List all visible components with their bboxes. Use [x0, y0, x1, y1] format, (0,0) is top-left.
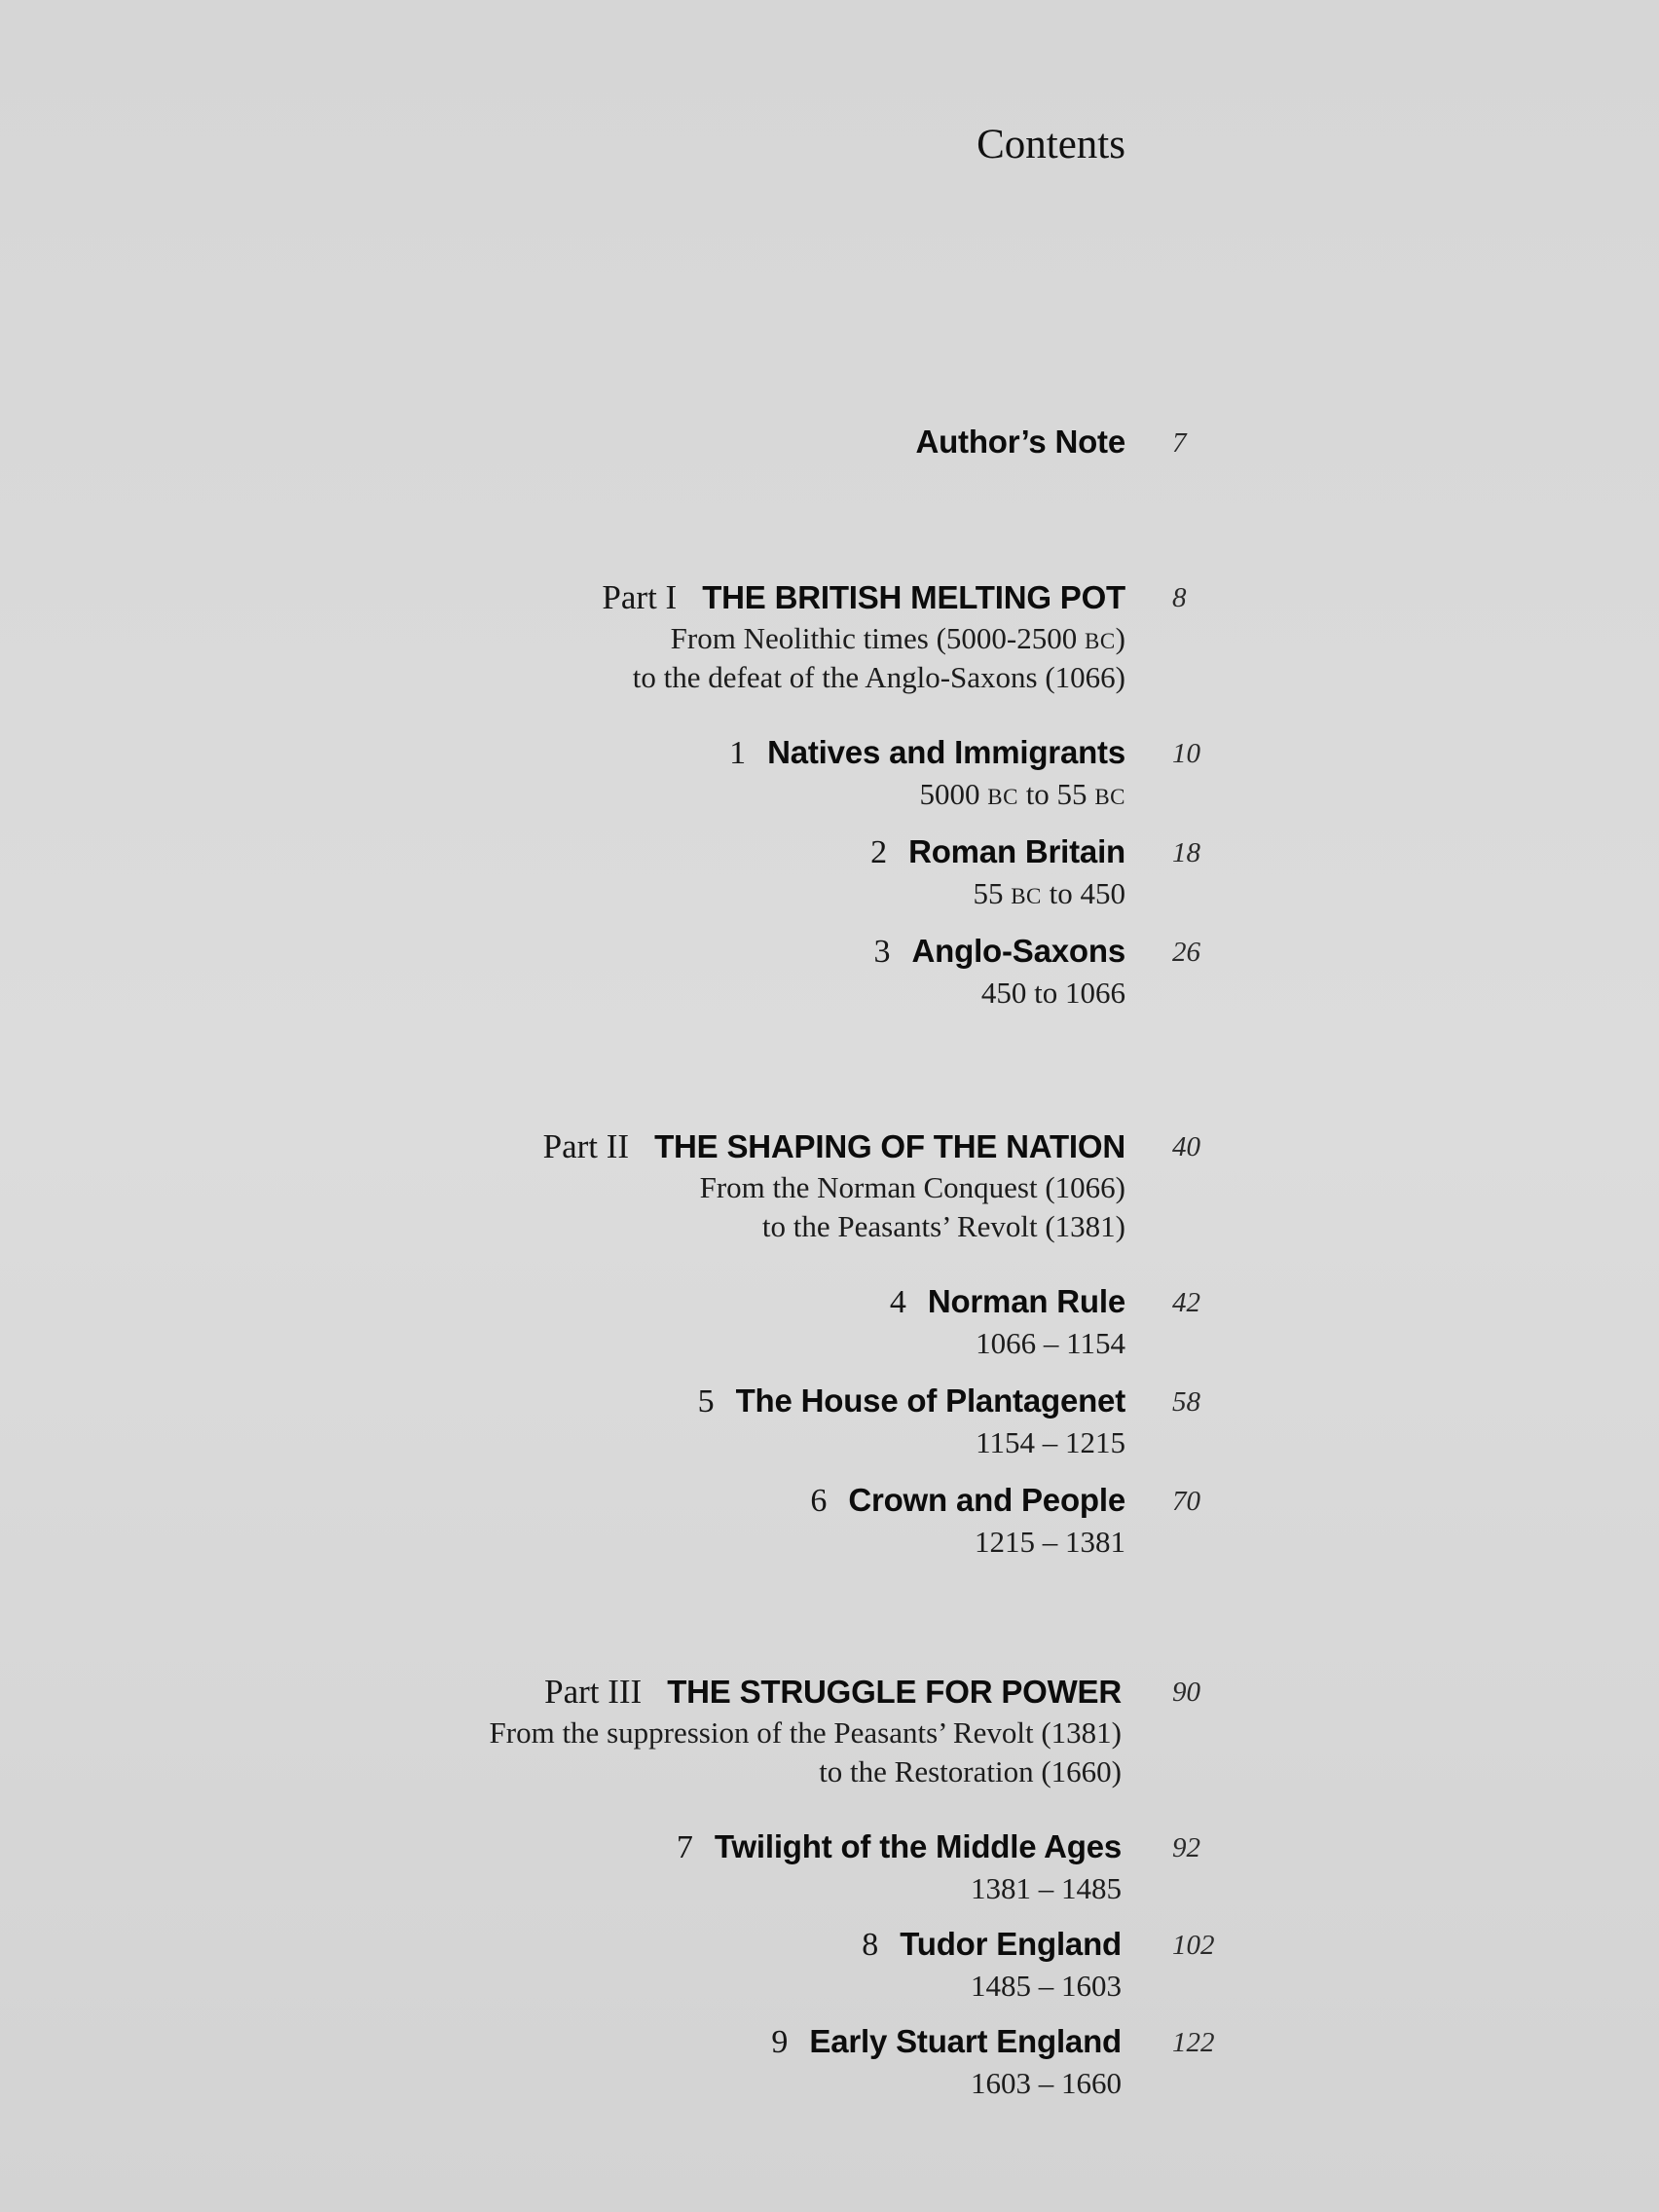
- chapter-6-page: 70: [1172, 1486, 1200, 1517]
- chapter-7-page: 92: [1172, 1832, 1200, 1863]
- chapter-1-page: 10: [1172, 738, 1200, 769]
- chapter-1-number: 1: [729, 735, 747, 771]
- chapter-8-page: 102: [1172, 1930, 1215, 1961]
- toc-entry-chapter-6[interactable]: [0, 1484, 1659, 1542]
- part-3-label: Part III: [544, 1673, 643, 1711]
- chapter-2-number: 2: [870, 834, 888, 870]
- chapter-4-dates: 1066 – 1154: [976, 1326, 1125, 1360]
- authors-note-page: 7: [1172, 427, 1187, 459]
- chapter-6-title: Crown and People: [848, 1482, 1125, 1518]
- toc-entry-chapter-4[interactable]: [0, 1285, 1659, 1344]
- chapter-5-dates: 1154 – 1215: [976, 1425, 1125, 1459]
- chapter-2-page: 18: [1172, 837, 1200, 868]
- authors-note-title: Author’s Note: [915, 424, 1125, 460]
- part-2-label: Part II: [542, 1127, 630, 1165]
- chapter-1-dates: 5000 BC to 55 BC: [919, 777, 1125, 811]
- chapter-5-title: The House of Plantagenet: [735, 1382, 1125, 1419]
- chapter-6-number: 6: [810, 1483, 828, 1519]
- part-1-subtitle-line-1: From Neolithic times (5000-2500 BC): [670, 621, 1125, 655]
- toc-entry-chapter-3[interactable]: [0, 935, 1659, 993]
- chapter-9-dates: 1603 – 1660: [971, 2066, 1122, 2100]
- chapter-8-number: 8: [862, 1927, 879, 1963]
- part-1-page: 8: [1172, 582, 1187, 613]
- chapter-7-title: Twilight of the Middle Ages: [714, 1828, 1122, 1864]
- chapter-5-page: 58: [1172, 1386, 1200, 1418]
- chapter-4-title: Norman Rule: [927, 1283, 1125, 1319]
- toc-entry-chapter-8[interactable]: [0, 1928, 1659, 1986]
- part-1-title: THE BRITISH MELTING POT: [702, 579, 1125, 615]
- chapter-7-number: 7: [676, 1829, 693, 1865]
- toc-entry-chapter-7[interactable]: [0, 1830, 1659, 1889]
- toc-entry-authors-note[interactable]: [0, 425, 1659, 484]
- part-3-subtitle-line-2: to the Restoration (1660): [819, 1754, 1122, 1788]
- part-2-subtitle-line-1: From the Norman Conquest (1066): [699, 1170, 1125, 1204]
- chapter-9-number: 9: [771, 2024, 789, 2060]
- chapter-7-dates: 1381 – 1485: [971, 1871, 1122, 1905]
- chapter-4-number: 4: [889, 1284, 906, 1320]
- chapter-9-title: Early Stuart England: [809, 2023, 1122, 2059]
- chapter-3-page: 26: [1172, 937, 1200, 968]
- chapter-3-dates: 450 to 1066: [980, 976, 1125, 1010]
- part-3-page: 90: [1172, 1677, 1200, 1708]
- chapter-2-title: Roman Britain: [908, 833, 1125, 869]
- part-2-subtitle-line-2: to the Peasants’ Revolt (1381): [761, 1209, 1125, 1243]
- chapter-9-page: 122: [1172, 2027, 1215, 2058]
- part-3-subtitle-line-1: From the suppression of the Peasants’ Revolt (1381): [489, 1715, 1122, 1750]
- chapter-5-number: 5: [697, 1383, 715, 1419]
- chapter-6-dates: 1215 – 1381: [975, 1525, 1125, 1559]
- toc-entry-chapter-5[interactable]: [0, 1384, 1659, 1443]
- chapter-1-title: Natives and Immigrants: [767, 734, 1125, 770]
- chapter-8-title: Tudor England: [900, 1926, 1122, 1962]
- chapter-3-number: 3: [873, 934, 891, 970]
- chapter-8-dates: 1485 – 1603: [971, 1969, 1122, 2003]
- part-1-label: Part I: [602, 578, 678, 616]
- toc-entry-chapter-2[interactable]: [0, 835, 1659, 894]
- page-title: Contents: [977, 121, 1125, 167]
- toc-entry-chapter-9[interactable]: [0, 2025, 1659, 2083]
- chapter-2-dates: 55 BC to 450: [973, 876, 1125, 910]
- part-3-title: THE STRUGGLE FOR POWER: [667, 1674, 1122, 1710]
- chapter-4-page: 42: [1172, 1287, 1200, 1318]
- chapter-3-title: Anglo-Saxons: [911, 933, 1125, 969]
- part-2-title: THE SHAPING OF THE NATION: [654, 1128, 1125, 1164]
- toc-entry-chapter-1[interactable]: [0, 736, 1659, 794]
- part-2-page: 40: [1172, 1131, 1200, 1162]
- part-1-subtitle-line-2: to the defeat of the Anglo-Saxons (1066): [632, 660, 1125, 694]
